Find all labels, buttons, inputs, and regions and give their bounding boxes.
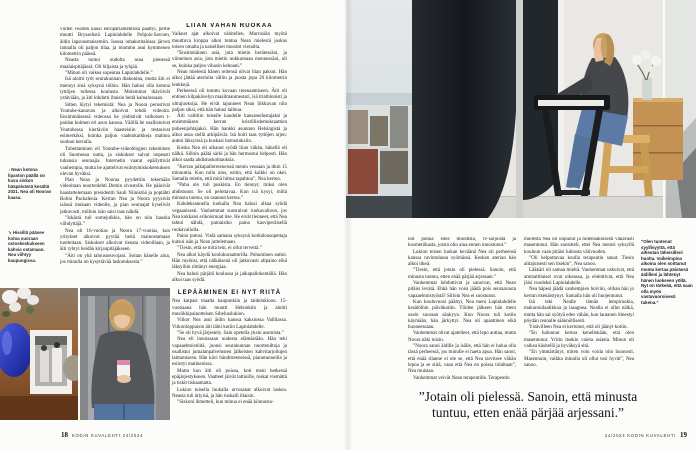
table-edge (0, 396, 78, 420)
paragraph: viiden vuoden kausi europarlamentissa päättyi, perhe muutti Brysselistä Lapinlahdelle Pohjois-Savoon, äidin lapsuusmaisemiin. Isossa omakotitalossa järven rannalla oli paljon tilaa, ja mummo asui kymmenen kilometrin päässä. (60, 27, 170, 58)
down-arrow-icon: ↓ (8, 167, 11, 172)
paragraph: Nea halusi pärjätä koulussa ja jalkapallokentällä. Hän alkoi taas syödä. (172, 271, 287, 283)
paragraph: ”Iskästä tuli somejulkkis, hän on niin hauska viihdyttäjä.” (60, 215, 170, 228)
city-view-window (346, 0, 412, 218)
column-2-section-2 (172, 299, 287, 406)
paragraph: ”Ensimmäinen asia, jota mietin herätessäni, ja viimeinen asia, jota mietin nukkumaan mennessäni, oli se, kuinka paljon vihasin kehoani.” (172, 51, 287, 69)
bride-figure (40, 350, 49, 382)
right-page-footer (604, 431, 688, 439)
left-footer-text: KODIN KUVALEHTI 24/2024 (71, 432, 144, 438)
paragraph: ”Oli helpottavaa kuulla terapeutin sanat. Tiesin alitajuisesti sen itsekin”, Nea sanoo. (524, 255, 634, 268)
article-column-2 (172, 23, 287, 439)
paragraph: ”Siskoni ihmetteli, kun minua ei enää kiinnosta- (177, 400, 274, 406)
paragraph: Viikot Nea asui äidin kanssa kaksiossa Vallilassa. Viikonloppuisin äiti lähti kotiin Lapinlahdelle. (172, 318, 287, 330)
right-page-number: 19 (680, 431, 687, 439)
right-footer-text: 24/2024 KODIN KUVALEHTI (604, 432, 677, 438)
elevator-coffee-photo (80, 288, 170, 420)
left-page-number: 18 (61, 431, 68, 439)
paragraph: Nea kaipasi maalta kaupunkiin ja taidelukioon. 15-vuotiaana hän muutti Helsinkiin ja aloitti musiikkipainotteisen Sibeliuslukion. (172, 299, 287, 318)
paragraph: Äiti valittiin toiselle kaudelle kansanedustajaksi ja ensimmäisen kerran kristillisdemokraattien puheenjohtajaksi. Hän hankki asunnon Helsingistä ja alkoi asua siellä arkipäivät. Isä hoiti taas tyttöjen arjen: auttoi läksyissä ja kuskasi harrastuksiin. (172, 114, 287, 145)
margin-caption-2 (8, 230, 53, 264)
paragraph: Perheessä oli totuttu kovaan treenaamiseen. Äiti oli entinen kilpakävelyn maailmanmestari, isä triathlonisti ja ultrajuoksija. He eivät tajunneet Nean liikkuvan niin paljon siksi, että hän halusi laihtua. (172, 88, 287, 113)
paragraph: Tubettaminen eli Youtube-videoblogien tekeminen oli Suomessa uutta, ja siskokset saivat nopeasti tuhansia seuraajia. Internetin vaarat epäilyttivät vanhempia, mutta he ajattelivat esiintymiskokemuksen olevan hyväksi. (60, 146, 170, 177)
left-page-footer (60, 431, 144, 439)
window-frame-strip (516, 0, 523, 218)
paragraph: ”En ymmärtänyt, miten voin voida niin huonosti. Masennuin, vaikka minulla oli ollut tosi hyvät”, Nea sanoo. (524, 350, 634, 368)
brick-building (348, 148, 378, 194)
paragraph: Nea alkoi käydä koulukuraattorilla. Puhuminen auttoi. Hän myönsi, että nälkäisenä oli jatkuvasti alipaino eikä läksyihin riittänyt energiaa. (172, 252, 287, 271)
paragraph: ”Minun oli vaikea sopeutua Lapinlahdelle.” (65, 71, 153, 77)
article-column-4 (524, 237, 634, 388)
paragraph: Nean mielestä hänen reitensä olivat liian paksut. Hän alkoi jättää aterioita väliin ja juosta jopa 20 kilometrin lenkkejä. (172, 70, 287, 88)
paragraph: Ystävilleen Nea ei kertonut, että oli jäänyt kotiin. (529, 325, 628, 331)
article-column-1 (60, 27, 170, 284)
paragraph: Vanhemmat lohduttivat ja sanoivat, että Nean pitäisi levätä. Ehkä hän voisi jäädä pois seuraavasta vapaaehtoistyöstä? Silloin Nea ei suostunut. (408, 281, 516, 299)
paragraph: Nea häpesi jäädä vanhempien hoiviin, olihan hän jo kerran itsenäistynyt. Samalla hän oli huojentunut. (524, 287, 634, 299)
paragraph: Lukion toisella luokalla arvosanat alkoivat laskea. Neasta tuli ärtyisä, ja hän tuskaili iltaisin. (172, 387, 287, 399)
paragraph: mielestä Nea oli uupunut ja todennäköisesti vakavasti masentunut. Hän suositteli, ettei Nea menisi syksyllä kouluun vaan pitäisi lukiosta välivuoden. (524, 237, 634, 255)
piano-pedal-bar (558, 190, 590, 195)
vase-highlight (2, 331, 12, 355)
paragraph: Kun kouluvuosi päättyi, Nea meni Lapinlahdelle kesätöihin päiväkotiin. Töiden jälkeen hän meni usein suoraan sänkyyn. Kun Noora tuli kotiin käymään, hän järkyttyi. Nea oli apaattinen eikä huoneessaan. (408, 299, 516, 331)
paragraph: Mutta kun äiti oli poissa, koti meni hetkessä epäjärjestykseen. Vaatteet jäivät lattioille, roskat viemättä ja tiskit tiskaamatta. (172, 368, 287, 387)
paragraph: nut puhua edes muodista, tv-sarjoista ja kosmetiikasta, joista olin aina ennen innostunut.” (408, 237, 516, 249)
hand (117, 375, 131, 383)
paragraph: Vanhemmat olivat ajatelleet, että lepo auttaa, mutta Noora näki toisin. (408, 331, 516, 343)
paragraph: ”Kerran jalkapallotreeneissä menin vessaan ja itkin 15 minuuttia. Kun tulin ulos, esitin, että kaikki on okei. Samalla mietin, että mitä hittoa tapahtuu”, Nea kertoo. (172, 164, 287, 183)
piano-keys (538, 100, 604, 106)
paragraph: ”Tiesin, että jotain oli pielessä. Sanoin, että minusta tuntuu, etten enää pärjää arjessani.” (408, 268, 516, 280)
paragraph: Sitten löytyi tekemistä: Nea ja Noora perustivat Youtube-kanavan ja alkoivat tehdä videoita. Ensimmäisessä videossa he yhdistivät valkoisen t-paidan kolmen eri asun kanssa. Välillä he osallistuivat Youtubessa kiertäviin haasteisiin ja testasivat esimerkiksi, kuinka paljon vaahtokarkkeja mahtuu suuhun kerralla. (60, 102, 170, 146)
paragraph: ”Paha olo tuli puskista. En tiennyt, miksi olen ahdistunut. Se oli pelottavaa. Kun isä kysyi, miltä minusta tuntuu, en osannut kertoa.” (172, 183, 287, 202)
paragraph: Nea oli 16-vuotias ja Noora 17-vuotias, kun yritykset alkoivat pyytää heitä mainostamaan tuotteitaan. Siskokset alkoivat tienata videoillaan, ja äiti ryhtyi heidän kirjanpitäjäkseen. (60, 228, 170, 253)
main-photo-piano-window (346, 0, 696, 218)
paragraph: Vaikeat ajat alkoivat vähitellen. Murrosiän myötä muuttuva kroppa alkoi tuntua Nean mielestä joskus toisen omalta ja naiselliset muodot vierailta. (172, 32, 287, 50)
paragraph: Neasta tuntui oudolta asua pienessä maalaispitäjässä. Oli hiljaista ja tyhjää. (60, 58, 170, 70)
paragraph: Koska Nea oli alkanut syödä liian vähän, hänellä oli nälkä. Silloin päätä särki ja hän hermostui helposti. Hän alkoi saada ahdistuskohtauksia. (172, 145, 287, 164)
paragraph: ”Äiti on yhä talousneuvojani. Soitan hänelle aina, jos minulla on kysyttävää laskutuksesta.” (60, 253, 170, 265)
paragraph: ”Se oli hyvä järjestely. Sain opetella yksin asumista.” (177, 330, 284, 336)
paragraph: ”Noora sanoi äidille ja isälle, että hän ei halua olla tässä perheessä, jos minulle ei haeta apua. Hän sanoi, että enää tilanne ei ole se, että Nea tarvitsee vähän lepoa ja se siitä, vaan että Nea on poissa tolaltaan”, Nea muistaa. (408, 344, 516, 375)
column-2-section-1 (172, 32, 287, 284)
paragraph: Lukion toisen luokan keväänä Nea oli perheensä kanssa ravintolassa syömässä. Kesken aterian hän alkoi itkeä. (408, 249, 516, 268)
paragraph: Nea eli innoissaan uudesta elämästään. Hän teki vapaaehtoistöitä, juonsi seurakunnan nuorteniltoja ja osallistui jumalanpalvelusten jälkeisten kahvitarjoilujen laittamiseen. Hän kävi bänditreeneissä, pianotunneilla ja esiintyi matineoissa. (172, 337, 287, 368)
paragraph: Vanhemmat veivät Nean terapeutille. Terapeutin (413, 375, 510, 381)
paragraph: Isä teki Nealle tämän lempiruokia, makaronilaatikkoa ja lasagnea. Nealla ei ollut nälkä, mutta hän sai syötyä edes vähän, kun lautanen ilmestyi pöydän reunalle säännöllisesti. (524, 299, 634, 324)
paragraph: Pian Neaa ja Nooraa pyydettiin tekemään videoitaan nuortenlehti Demin sivustolle. He pääsivät haastattelemaan presidentti Sauli Niinistöä ja poptähti Robin Packalenia. Kerran Nea ja Noora pyysivät isänsä mukaan videolle, ja pian seuraajat kyselivät jatkuvasti, milloin isän saisi taas nähdä. (60, 178, 170, 215)
paragraph: Isä aloitti työt seurakunnan diakonina, mutta äiti ei mennyt sinä syksynä töihin. Hän halusi olla kotona tyttöjen tullessa koulusta. Molemmat ikävöivät ystäviään, ja äiti lohdutti iltaisin heitä kainalossaan. (60, 77, 170, 102)
margin-caption-1 (8, 167, 53, 201)
sister-figure (52, 348, 62, 382)
photo-quote-caption: ”Olen tuntenut syyllisyyttä, että aiheutan läheisilleni huolta. Vaikeimpina aikoina olen soittanut monta kertaa päivässä äidilleni ja lähtenyt hänen luokseen yöllä. Nyt on tärkeää, että saan olla myös vastavuoroisesti tukena.” (641, 239, 693, 305)
paragraph: ”Tiesin, että se mitä tein, ei ollut tervettä.” (177, 246, 262, 252)
dark-curtain (412, 0, 518, 218)
down-right-arrow-icon: ↘ (8, 230, 12, 235)
street (346, 196, 412, 218)
margin-caption-1-text: Nean kotona lipaston päällä on kuva siskon hääpäivästä kesältä 2021. Nea oli Nooran kaasa. (8, 167, 52, 200)
sea-horizon (346, 93, 412, 105)
paragraph: Lääkäri oli samaa mieltä. Vanhemmat uskoivat, että ammattilaiset ovat oikeassa, ja ehdottivat, että Nea jäisi vuodeksi Lapinlahdelle. (524, 268, 634, 287)
paragraph: ”En halunnut kertoa kenellekään, että olen masentunut. Yritin itsekin vaieta asiasta. Minun oli vaikea käsitellä ja hyväksyä sitä. (524, 331, 634, 350)
article-column-3 (408, 237, 516, 388)
right-page (348, 0, 696, 450)
section-heading-lepaaminen: LEPÄÄMINEN EI NYT RIITÄ (177, 290, 282, 297)
pull-quote: ”Jotain oli pielessä. Sanoin, että minusta tuntuu, etten enää pärjää arjessani.” (418, 389, 638, 420)
paragraph: Paino putosi. Vielä samana syksynä kotitalousopettaja kutsui isän ja Nean juttelemaan. (172, 233, 287, 246)
section-heading-liian-vahan-ruokaa: LIIAN VÄHÄN RUOKAA (186, 23, 273, 29)
margin-caption-2-text: Hissillä pääsee kotoa suoraan ostoskeskukseen kahvia ostamaan. Nea viihtyy kaupungissa. (8, 230, 45, 263)
paragraph: Kahdeksannella luokalla Nea halusi alkaa syödä vegaanisesti. Vanhemmat suostuivat ruokavalioon, jos Nea kokkaisi erikoisruuat itse. He eivät tienneet, että Nea tahtoi nähdä, putoaisiko paino kasviperäisellä ruokavaliolla. (172, 202, 287, 233)
vase-and-frame-photo (0, 288, 78, 420)
